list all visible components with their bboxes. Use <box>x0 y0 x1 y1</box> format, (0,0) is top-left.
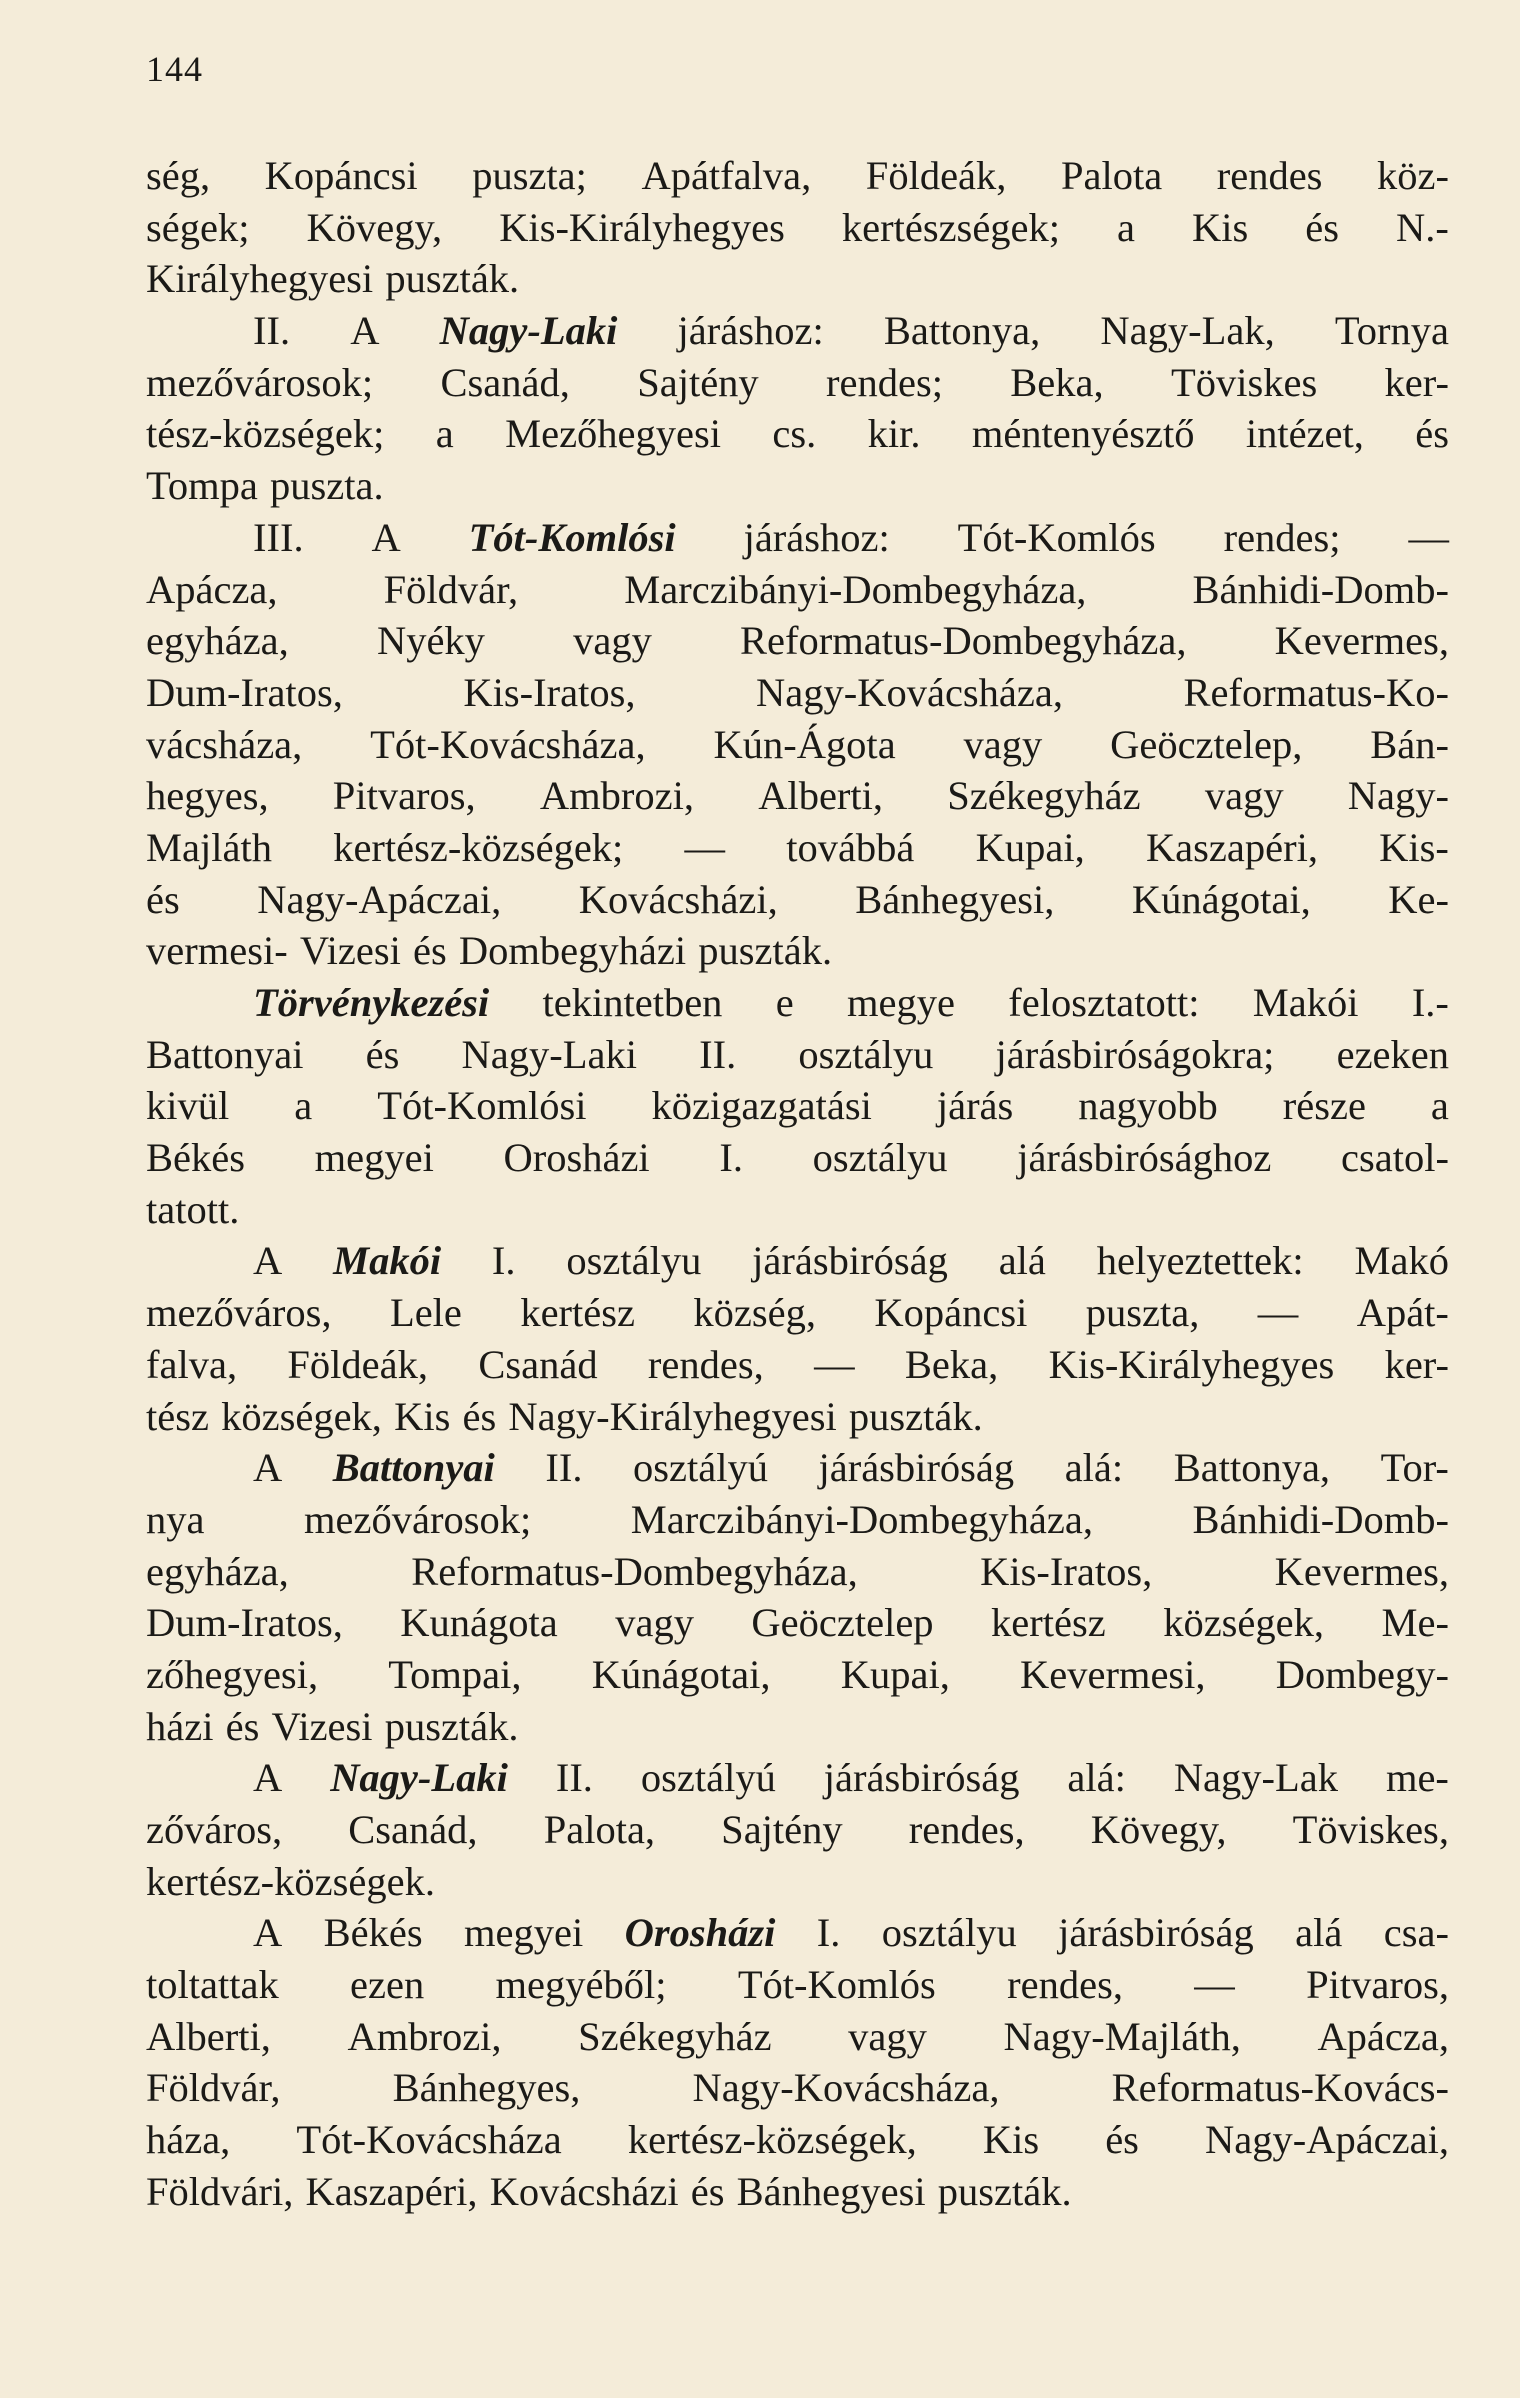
word: és <box>1105 2117 1139 2163</box>
word: puszták. <box>385 256 520 302</box>
word: nya <box>146 1496 205 1542</box>
word: — <box>814 1341 855 1387</box>
word: tekintetben <box>542 980 723 1025</box>
word: Majláth <box>146 824 272 870</box>
word: Kaszapéri, <box>1145 824 1318 870</box>
word: rendes; <box>1223 514 1341 560</box>
word: kertész-községek. <box>146 1858 435 1904</box>
word: Nagy-Lak <box>1173 1755 1338 1801</box>
word: — <box>1408 514 1449 560</box>
word: Kövegy, <box>306 204 443 250</box>
word: ker- <box>1384 1341 1449 1387</box>
word: és <box>365 1031 400 1077</box>
word: hegyes, <box>146 773 269 819</box>
word: Csanád, <box>440 359 570 405</box>
text-line <box>146 2114 1449 2166</box>
word: Földvár, <box>146 2065 281 2111</box>
word: Sajtény <box>637 359 759 405</box>
text-line <box>146 770 1449 822</box>
word: egyháza, <box>146 1548 289 1594</box>
word: és <box>1415 411 1449 457</box>
word: Földeák, <box>865 153 1007 198</box>
word: Földvár, <box>383 566 519 612</box>
word: vagy <box>615 1600 694 1646</box>
text-line <box>146 202 1449 254</box>
word: puszták. <box>384 1703 519 1749</box>
text-line <box>146 512 1449 564</box>
word: osztályu <box>812 1135 948 1181</box>
word: továbbá <box>786 824 915 870</box>
page-number: 144 <box>146 49 203 89</box>
word: Bán- <box>1370 721 1449 767</box>
word: alá: <box>1067 1755 1126 1801</box>
text-line <box>146 1804 1449 1856</box>
word: II. <box>699 1031 737 1077</box>
word: alá <box>998 1238 1046 1284</box>
word: osztályu <box>881 1910 1017 1956</box>
word: — <box>684 824 725 870</box>
word: Kún-Ágota <box>713 721 896 767</box>
text-line <box>146 1597 1449 1649</box>
word: Tót-Komlós <box>737 1962 936 2008</box>
word: puszták. <box>848 1393 983 1439</box>
word: falva, <box>146 1341 238 1387</box>
word: járáshoz: <box>743 514 890 560</box>
word: Tót-Kovácsháza, <box>370 721 646 767</box>
word: megyei <box>463 1910 584 1956</box>
word: a <box>1117 204 1136 250</box>
word: Geöcztelep <box>751 1600 934 1646</box>
word: vagy <box>573 618 652 664</box>
word: rendes, <box>647 1341 764 1387</box>
word: Töviskes <box>1170 359 1318 405</box>
word: Kopáncsi <box>264 153 418 198</box>
word: I. <box>816 1910 841 1956</box>
word: járásbirósághoz <box>1017 1135 1272 1181</box>
word: me- <box>1385 1755 1449 1801</box>
word: tatott. <box>146 1186 240 1232</box>
word: Nagy-Kovácsháza, <box>756 669 1063 715</box>
word: Dombegyházi <box>458 928 687 974</box>
word: Lele <box>389 1290 462 1336</box>
word: Reformatus-Ko- <box>1183 669 1449 715</box>
word: járásbiróság <box>818 1445 1015 1491</box>
text-line <box>146 1701 1449 1753</box>
text-line <box>146 253 1449 305</box>
word: vagy <box>848 2013 927 2059</box>
word: Kupai, <box>840 1651 950 1697</box>
word: Makói <box>1252 980 1359 1025</box>
word: zőhegyesi, <box>146 1651 319 1697</box>
text-line <box>146 150 1449 202</box>
word: osztályú <box>640 1755 776 1801</box>
word: rendes <box>1216 153 1323 198</box>
word: Marczibányi-Dombegyháza, <box>630 1496 1093 1542</box>
word: Tornya <box>1334 308 1449 354</box>
word: községek, <box>221 1393 382 1439</box>
word: Tót-Kovácsháza <box>296 2117 562 2163</box>
word: Csanád, <box>348 1807 478 1852</box>
word: járásbiróság <box>752 1238 948 1284</box>
text-line <box>146 1494 1449 1546</box>
word: Töviskes, <box>1292 1807 1449 1852</box>
word: — <box>1194 1962 1235 2008</box>
word: Ambrozi, <box>539 773 694 819</box>
word: és <box>1305 204 1340 250</box>
word: Kúnágotai, <box>591 1651 771 1697</box>
text-line <box>146 1752 1449 1804</box>
word: Kis- <box>1379 824 1449 870</box>
word: Battonya, <box>1173 1445 1331 1491</box>
word: csatol- <box>1341 1135 1449 1181</box>
word: Tót-Komlósi <box>377 1083 587 1129</box>
word: nagyobb <box>1078 1083 1218 1129</box>
word: Marczibányi-Dombegyháza, <box>624 566 1087 612</box>
word: járáshoz: <box>677 308 824 354</box>
word: Apát- <box>1356 1290 1449 1336</box>
word: Kunágota <box>400 1600 558 1646</box>
text-line <box>146 822 1449 874</box>
text-line <box>146 2166 1449 2218</box>
word: Orosházi <box>503 1135 650 1181</box>
word: kertészségek; <box>841 204 1061 250</box>
word: Reformatus-Dombegyháza, <box>740 618 1187 664</box>
word: Alberti, <box>758 773 884 819</box>
word: zőváros, <box>146 1807 283 1852</box>
word: Bánhidi-Domb- <box>1192 1496 1449 1542</box>
word: II. <box>253 308 291 354</box>
italic-word: Makói <box>333 1238 442 1284</box>
word: osztályú <box>632 1445 768 1491</box>
word: Kevermesi, <box>1020 1651 1206 1697</box>
text-line <box>146 305 1449 357</box>
word: község, <box>693 1290 817 1336</box>
word: Kis-Iratos, <box>463 669 636 715</box>
text-line <box>146 564 1449 616</box>
word: Kevermes, <box>1274 1548 1449 1594</box>
text-line <box>146 408 1449 460</box>
word: Nagy-Királyhegyesi <box>508 1393 837 1439</box>
word: Apácza, <box>1317 2013 1449 2059</box>
italic-word: Nagy-Laki <box>330 1755 508 1801</box>
word: Battonyai <box>146 1031 304 1077</box>
word: Ambrozi, <box>347 2013 502 2059</box>
text-line <box>146 460 1449 512</box>
word: Ke- <box>1388 876 1449 922</box>
word: házi <box>146 1703 214 1749</box>
word: kivül <box>146 1083 230 1129</box>
text-line <box>146 925 1449 977</box>
word: mezőváros, <box>146 1290 332 1336</box>
word: köz- <box>1376 153 1449 198</box>
word: Sajtény <box>721 1807 843 1852</box>
word: Reformatus-Kovács- <box>1111 2065 1449 2111</box>
word: Apátfalva, <box>641 153 812 198</box>
text-line <box>146 1546 1449 1598</box>
word: Királyhegyesi <box>146 256 374 302</box>
word: A <box>350 308 380 354</box>
word: Palota <box>1060 153 1163 198</box>
word: Kis <box>394 1393 451 1439</box>
word: a <box>1430 1083 1449 1129</box>
word: osztályu <box>798 1031 934 1077</box>
word: és <box>462 1393 497 1439</box>
word: a <box>294 1083 313 1129</box>
word: és <box>690 2168 725 2214</box>
text-line <box>146 1132 1449 1184</box>
word: Kevermes, <box>1274 618 1449 664</box>
text-line <box>146 1391 1449 1443</box>
word: vácsháza, <box>146 721 303 767</box>
word: és <box>413 928 447 974</box>
word: Palota, <box>543 1807 656 1852</box>
word: Nagy-Apáczai, <box>257 876 502 922</box>
word: Földeák, <box>287 1341 429 1387</box>
word: kertész-községek; <box>333 824 624 870</box>
word: II. <box>555 1755 593 1801</box>
word: tész <box>146 1393 209 1439</box>
word: puszta. <box>270 463 384 509</box>
text-line <box>146 874 1449 926</box>
word: járás <box>936 1083 1014 1129</box>
word: méntenyésztő <box>971 411 1195 457</box>
word: Nagy-Lak, <box>1100 308 1275 354</box>
text-line <box>146 2011 1449 2063</box>
word: mezővárosok; <box>304 1496 532 1542</box>
word: háza, <box>146 2117 231 2163</box>
text-line <box>146 1442 1449 1494</box>
word: Makó <box>1354 1238 1449 1284</box>
word: Nagy-Kovácsháza, <box>692 2065 1000 2111</box>
word: megyéből; <box>495 1962 667 2008</box>
word: alá: <box>1064 1445 1124 1491</box>
word: Békés <box>146 1135 245 1181</box>
word: toltattak <box>146 1962 279 2008</box>
word: Bánhidi-Domb- <box>1192 566 1449 612</box>
word: A <box>253 1755 283 1801</box>
word: puszták. <box>698 928 833 974</box>
word: A <box>253 1445 283 1491</box>
text-line <box>146 1649 1449 1701</box>
word: Bánhegyesi, <box>855 876 1055 922</box>
word: Kaszapéri, <box>305 2168 478 2214</box>
word: Földvári, <box>146 2168 294 2214</box>
word: csa- <box>1383 1910 1449 1956</box>
word: vermesi- <box>146 928 288 974</box>
word: Bánhegyesi <box>736 2168 926 2214</box>
word: Kis <box>1192 204 1249 250</box>
italic-word: Orosházi <box>624 1910 776 1956</box>
word: Kövegy, <box>1090 1807 1227 1852</box>
text-line <box>146 1339 1449 1391</box>
word: ezen <box>350 1962 425 2008</box>
text-line <box>146 1235 1449 1287</box>
word: N.- <box>1396 204 1449 250</box>
word: I. <box>719 1135 743 1181</box>
word: kertész <box>520 1290 636 1336</box>
word: ségek; <box>146 204 250 250</box>
word: Vizesi <box>299 928 401 974</box>
word: alá <box>1295 1910 1343 1956</box>
word: rendes, <box>908 1807 1025 1852</box>
word: Kovácsházi <box>489 2168 679 2214</box>
word: II. <box>545 1445 583 1491</box>
word: Tót-Komlós <box>957 514 1156 560</box>
word: Geöcztelep, <box>1110 721 1303 767</box>
word: Pitvaros, <box>1306 1962 1449 2008</box>
word: községek, <box>1163 1600 1325 1646</box>
word: Nyéky <box>376 618 485 664</box>
word: Kupai, <box>975 824 1085 870</box>
word: Nagy-Apáczai, <box>1205 2117 1449 2163</box>
word: része <box>1282 1083 1366 1129</box>
word: Bánhegyes, <box>392 2065 581 2111</box>
body-text <box>146 150 1449 2218</box>
italic-word: Battonyai <box>332 1445 495 1491</box>
word: III. <box>253 514 304 560</box>
word: puszta, <box>1085 1290 1200 1336</box>
word: helyeztettek: <box>1096 1238 1304 1284</box>
word: vagy <box>963 721 1043 767</box>
text-line <box>146 1856 1449 1908</box>
text-line <box>146 1184 1449 1236</box>
word: a <box>435 411 454 457</box>
word: egyháza, <box>146 618 289 664</box>
word: Beka, <box>1010 359 1104 405</box>
word: Kis-Királyhegyes <box>1048 1341 1335 1387</box>
word: ség, <box>146 153 211 198</box>
word: A <box>371 514 401 560</box>
word: mezővárosok; <box>146 359 374 405</box>
word: Kis <box>982 2117 1040 2163</box>
word: Nagy- <box>1347 773 1449 819</box>
word: Kis-Királyhegyes <box>499 204 785 250</box>
text-line <box>146 1959 1449 2011</box>
word: I.- <box>1411 980 1449 1025</box>
word: e <box>775 980 794 1025</box>
word: A <box>253 1238 283 1284</box>
word: Tompa <box>146 463 258 509</box>
word: kertész <box>991 1600 1106 1646</box>
word: ezeken <box>1336 1031 1449 1077</box>
word: Alberti, <box>146 2013 271 2059</box>
word: puszta; <box>472 153 587 198</box>
word: rendes; <box>826 359 943 405</box>
word: Me- <box>1381 1600 1449 1646</box>
text-line <box>146 357 1449 409</box>
text-line <box>146 615 1449 667</box>
word: Tompai, <box>388 1651 522 1697</box>
word: intézet, <box>1245 411 1364 457</box>
word: Székegyház <box>947 773 1141 819</box>
word: és <box>146 876 180 922</box>
word: kertész-községek, <box>627 2117 917 2163</box>
text-line <box>146 667 1449 719</box>
word: Kúnágotai, <box>1131 876 1311 922</box>
word: Vizesi <box>271 1703 373 1749</box>
word: járásbiróság <box>823 1755 1020 1801</box>
word: járásbiróságokra; <box>995 1031 1275 1077</box>
text-line <box>146 1907 1449 1959</box>
word: Nagy-Laki <box>461 1031 637 1077</box>
word: vagy <box>1204 773 1284 819</box>
word: tész-községek; <box>146 411 385 457</box>
word: Dum-Iratos, <box>146 1600 343 1646</box>
text-line <box>146 1080 1449 1132</box>
word: Tor- <box>1380 1445 1449 1491</box>
word: rendes, <box>1007 1962 1123 2008</box>
word: megye <box>847 980 955 1025</box>
word: közigazgatási <box>651 1083 872 1129</box>
word: felosztatott: <box>1008 980 1200 1025</box>
text-line <box>146 1287 1449 1339</box>
word: Kis-Iratos, <box>980 1548 1153 1594</box>
text-line <box>146 1029 1449 1081</box>
word: kir. <box>867 411 921 457</box>
word: ker- <box>1384 359 1449 405</box>
word: Csanád <box>478 1341 598 1387</box>
italic-word: Tót-Komlósi <box>468 514 676 560</box>
word: Beka, <box>904 1341 999 1387</box>
word: Békés <box>323 1910 423 1956</box>
word: Nagy-Majláth, <box>1003 2013 1241 2059</box>
text-line <box>146 719 1449 771</box>
word: cs. <box>772 411 817 457</box>
word: Mezőhegyesi <box>505 411 722 457</box>
italic-word: Törvénykezési <box>253 980 490 1025</box>
word: osztályu <box>566 1238 702 1284</box>
text-line <box>146 2062 1449 2114</box>
word: Battonya, <box>883 308 1041 354</box>
text-line <box>146 977 1449 1029</box>
word: Dombegy- <box>1275 1651 1449 1697</box>
word: és <box>225 1703 260 1749</box>
word: megyei <box>314 1135 434 1181</box>
word: Pitvaros, <box>332 773 476 819</box>
word: Kopáncsi <box>874 1290 1028 1336</box>
word: — <box>1257 1290 1299 1336</box>
italic-word: Nagy-Laki <box>439 308 618 354</box>
word: Reformatus-Dombegyháza, <box>411 1548 858 1594</box>
word: Kovácsházi, <box>578 876 778 922</box>
word: I. <box>491 1238 516 1284</box>
word: járásbiróság <box>1058 1910 1254 1956</box>
word: Székegyház <box>578 2013 772 2059</box>
word: Dum-Iratos, <box>146 669 343 715</box>
word: Apácza, <box>146 566 278 612</box>
word: puszták. <box>937 2168 1072 2214</box>
word: A <box>253 1910 283 1956</box>
